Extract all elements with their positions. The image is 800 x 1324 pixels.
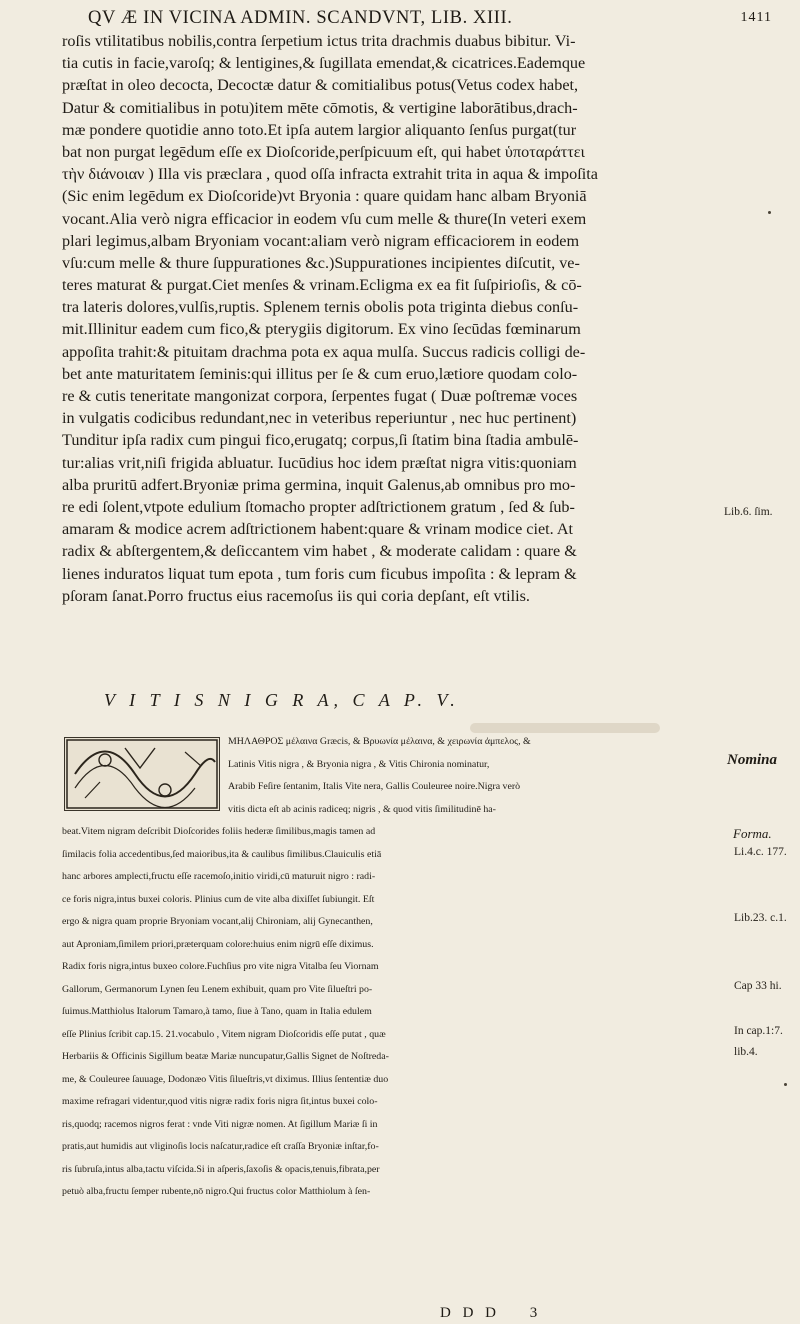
text-line: vocant.Alia verò nigra efficacior in eodem vſu cum melle & thure(In veteri exem [62,209,587,228]
page-number: 1411 [740,10,772,25]
text-line: pſoram ſanat.Porro fructus eius racemoſus iis qui coria depſant, eſt vtilis. [62,586,530,605]
text-line: (Sic enim legēdum ex Dioſcoride)vt Bryonia : quare quidam hanc albam Bryoniā [62,187,587,206]
margin-note-forma: Forma. [733,826,772,841]
text-line: tia cutis in facie,varoſq; & lentigines,& ſugillata emendat,& cicatrices.Eademque [62,54,586,73]
running-header [60,6,772,30]
margin-note-li4: Li.4.c. 177. [734,846,787,858]
text-line: hanc arbores amplecti,fructu eſſe racemoſo,initio viridi,cū maturuit nigro : radi- [62,871,376,882]
text-line: mæ pondere quotidie anno toto.Et ipſa autem largior aliquanto ſenſus purgat(tur [62,120,577,139]
text-line: petuò alba,fructu ſemper rubente,nō nigro.Qui fructus color Matthiolum à ſen- [62,1186,371,1197]
text-line: Datur & comitialibus in potu)item mēte cōmotis, & vertigine laborātibus,drach- [62,98,578,117]
margin-note-lib6: Lib.6. ſim. [724,506,773,518]
margin-note-lib4: lib.4. [734,1046,758,1058]
text-line: bat non purgat legēdum eſſe ex Dioſcoride,perſpicuum eſt, qui habet ὑποταράττει [62,142,585,161]
text-line: ΜΗΛΑΘΡΟΣ μέλαινα Græcis, & Βρυωνία μέλαινα, & χειρωνία ἀμπελος, & [228,736,531,747]
ink-speck [768,211,771,214]
text-line: ris ſubruſa,intus alba,tactu viſcida.Si in aſperis,ſaxoſis & opacis,tenuis,fibrata,per [62,1163,380,1175]
text-line: lienes induratos liquat tum epota , tum foris cum ficubus impoſita : & lepram & [62,564,577,583]
text-line: Herbariis & Officinis Sigillum beatæ Mariæ nuncupatur,Gallis Signet de Noſtreda- [62,1051,389,1062]
text-line: vitis dicta eſt ab acinis radiceq; nigris , & quod vitis ſimilitudinē ha- [228,803,496,815]
chapter-heading: V I T I S N I G R A, C A P. V. [104,690,460,710]
signature-mark [440,1305,563,1322]
text-line: teres maturat & purgat.Ciet menſes & vrinam.Ecligma ex ea fit ſuſpirioſis, & cō- [62,276,582,295]
text-line: tra lateris dolores,vulſis,ruptis. Splenem ternis obolis pota triginta diebus conſu- [62,298,579,317]
text-line: alba pruritū adfert.Bryoniæ prima germina, inquit Galenus,ab omnibus pro mo- [62,475,576,494]
chapter-text-block [62,731,762,1204]
text-line: plari legimus,albam Bryoniam vocant:aliam verò nigram efficaciorem in eodem [62,231,580,250]
text-line: Tunditur ipſa radix cum pingui fico,erugatq; corpus,ſi ſtatim bina ſtadia ambulē- [62,431,579,450]
margin-note-cap33: Cap 33 hi. [734,980,782,992]
text-line: ce foris nigra,intus buxei coloris. Plinius cum de vite alba dixiſſet ſubiungit. Eſt [62,893,375,905]
margin-note-incap: In cap.1:7. [734,1025,783,1037]
margin-note-nomina: Nomina [727,752,778,768]
text-line: maxime refragari videntur,quod vitis nigræ radix foris nigra ſit,intus buxei colo- [62,1096,378,1107]
text-line: Radix foris nigra,intus buxeo colore.Fuchſius pro vite nigra Vitalba ſeu Viornam [62,961,379,972]
text-line: bet ante maturitatem ſeminis:qui illitus per ſe & cum eruo,lætiore quodam colo- [62,364,578,383]
text-line: ſimilacis folia accedentibus,ſed maioribus,ita & caulibus ſimilibus.Clauiculis etiā [62,848,382,860]
text-line: aut Aproniam,ſimilem priori,præterquam colore:huius enim nigrū eſſe diximus. [62,938,374,950]
text-line: vſu:cum melle & thure ſuppurationes &c.)Suppurationes incipientes diſcutit, ve- [62,253,580,272]
text-line: re edi ſolent,vtpote edulium ſtomacho propter adſtrictionem gratum , ſed & ſub- [62,497,575,516]
signature-number: 3 [529,1305,542,1321]
text-line: Latinis Vitis nigra , & Bryonia nigra , & Vitis Chironia nominatur, [228,758,490,770]
text-line: Arabib Feſire ſentanim, Italis Vite nera, Gallis Couleuree noire.Nigra verò [228,781,521,792]
text-line: mit.Illinitur eadem cum fico,& pterygiis digitorum. Ex vino ſecūdas fœminarum [62,320,581,339]
text-line: præſtat in oleo decocta, Decoctæ datur & comitialibus potus(Vetus codex habet, [62,76,579,95]
ink-speck [784,1083,787,1086]
text-line: Gallorum, Germanorum Lynen ſeu Lenem exhibuit, quam pro Vite ſilueſtri po- [62,983,373,995]
text-line: me, & Couleuree ſauuage, Dodonæo Vitis ſilueſtris,vt diximus. Illius ſententiæ duo [62,1073,389,1085]
text-line: ſuimus.Matthiolus Italorum Tamaro,à tamo, ſiue à Tano, quam in Italia edulem [62,1006,372,1017]
text-line: pratis,aut humidis aut vliginoſis locis naſcatur,radice eſt craſſa Bryoniæ inſtar,fo- [62,1141,379,1152]
margin-note-lib23: Lib.23. c.1. [734,912,787,924]
text-line: tur:alias vrit,niſi frigida abluatur. Iucūdius hoc idem præſtat nigra vitis:quoniam [62,453,577,472]
text-line: beat.Vitem nigram deſcribit Dioſcorides foliis hederæ ſimilibus,magis tamen ad [62,826,376,837]
text-line: roſis vtilitatibus nobilis,contra ſerpetium ictus trita drachmis duabus bibitur. Vi- [62,32,576,50]
text-line: amaram & modice acrem adſtrictionem habent:quare & vrinam modice ciet. At [62,520,574,539]
signature-letters: D D D [440,1305,500,1321]
text-line: re & cutis teneritate mangonizat corpora, ſerpentes fugat ( Duæ poſtremæ voces [62,387,578,405]
text-line: in vulgatis codicibus redundant,nec in veteribus reperiuntur , nec huc pertinent) [62,409,577,428]
text-line: eſſe Plinius ſcribit cap.15. 21.vocabulo , Vitem nigram Dioſcoridis eſſe putat , quæ [62,1028,386,1040]
text-line: ergo & nigra quam proprie Bryoniam vocant,alij Chironiam, alij Gynecanthen, [62,916,373,927]
text-line: appoſita trahit:& pituitam drachma pota ex aqua mulſa. Succus radicis colligi de- [62,342,586,361]
main-text-block [62,30,722,607]
text-line: τὴν διάνοιαν ) Illa vis præclara , quod oſſa infracta extrahit trita in aqua & impoſita [62,165,598,184]
text-line: radix & abſtergentem,& deſiccantem vim habet , & moderate calidam : quare & [62,542,577,561]
text-line: ris,quodq; racemos nigros ferat : vnde Viti nigræ nomen. At ſigillum Mariæ ſi in [62,1118,378,1130]
running-title: QV Æ IN VICINA ADMIN. SCANDVNT, LIB. XIII. [88,8,513,28]
